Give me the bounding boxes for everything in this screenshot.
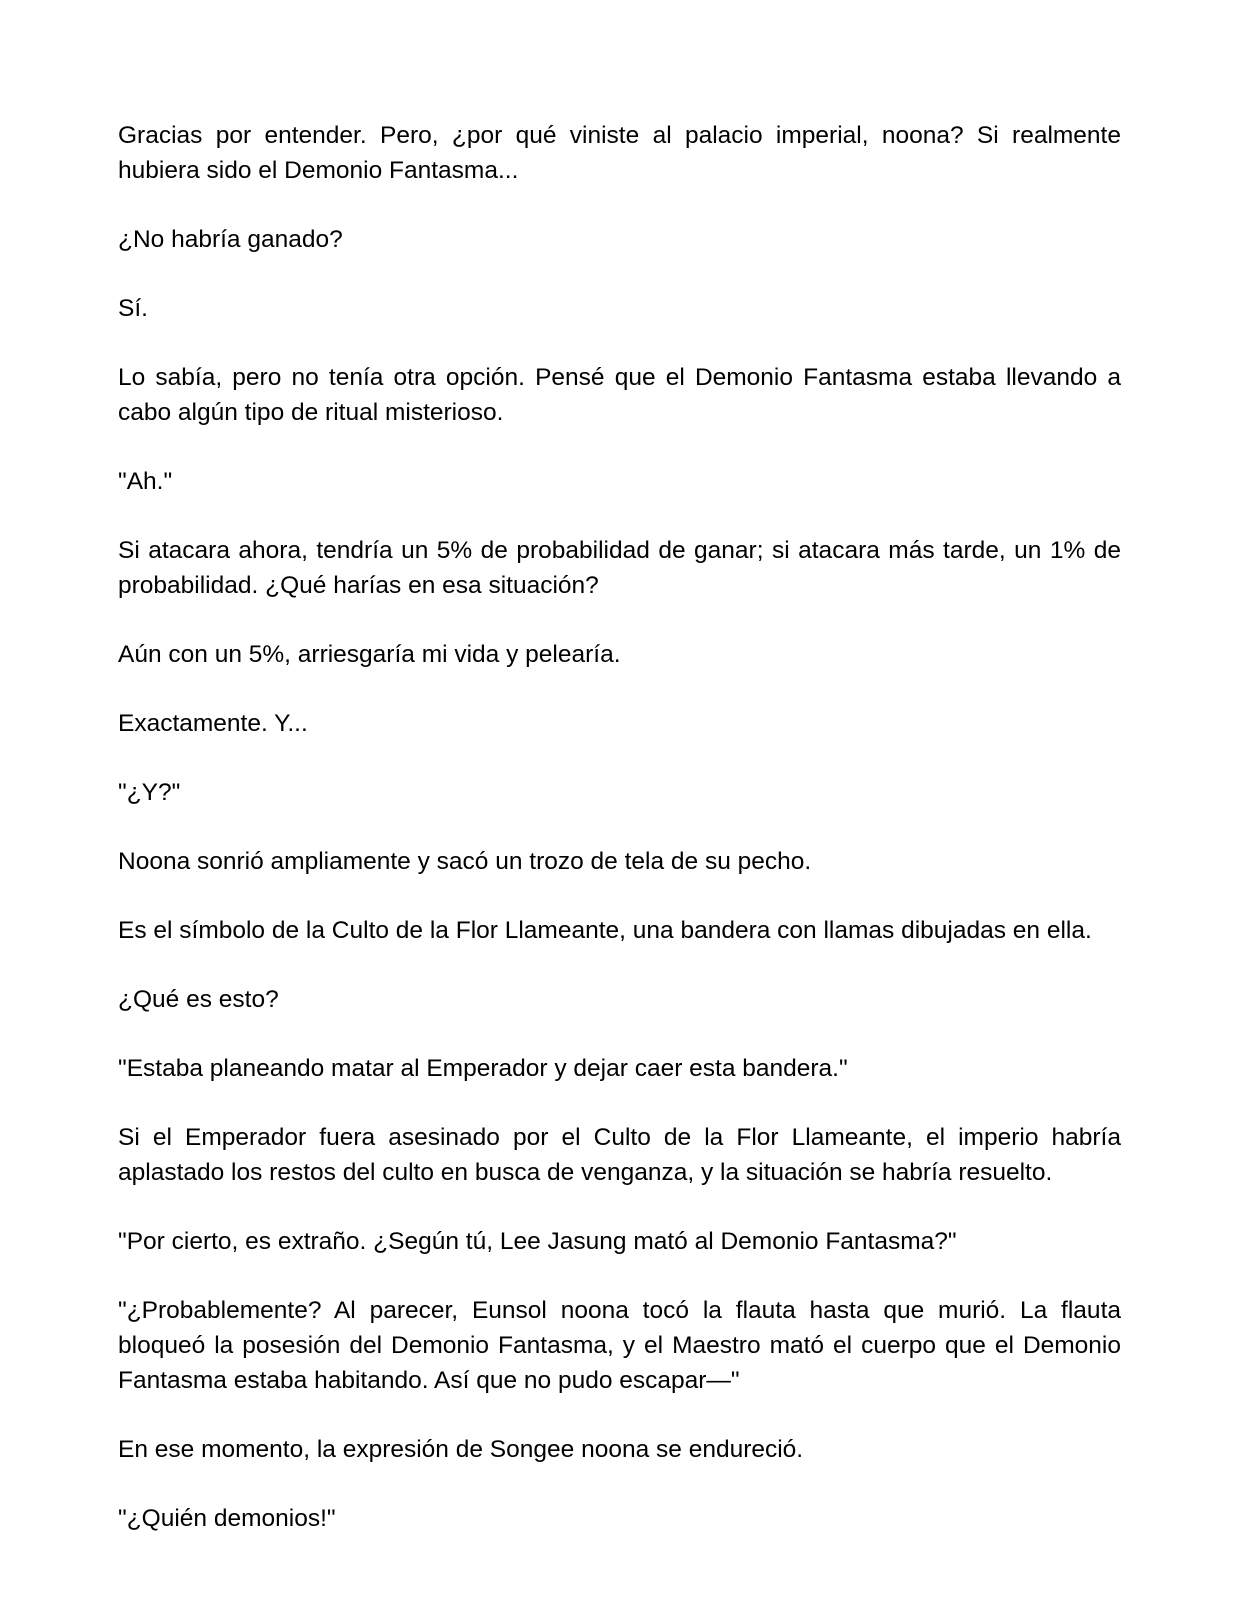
paragraph: "¿Probablemente? Al parecer, Eunsol noona tocó la flauta hasta que murió. La flauta bloqueó la posesión del Demonio Fantasma, y el Maestro mató el cuerpo que el Demonio Fantasma estaba habitando. Así que no pudo escapar—" xyxy=(118,1297,1121,1394)
paragraph: Exactamente. Y... xyxy=(118,710,308,737)
paragraph: Aún con un 5%, arriesgaría mi vida y pelearía. xyxy=(118,641,621,668)
paragraph: Si el Emperador fuera asesinado por el Culto de la Flor Llameante, el imperio habría aplastado los restos del culto en busca de venganza, y la situación se habría resuelto. xyxy=(118,1124,1121,1186)
paragraph: Si atacara ahora, tendría un 5% de probabilidad de ganar; si atacara más tarde, un 1% de probabilidad. ¿Qué harías en esa situación? xyxy=(118,537,1121,599)
paragraph: ¿Qué es esto? xyxy=(118,986,279,1013)
paragraph: Sí. xyxy=(118,295,148,322)
paragraph: ¿No habría ganado? xyxy=(118,226,343,253)
paragraph: En ese momento, la expresión de Songee noona se endureció. xyxy=(118,1436,804,1463)
paragraph: "Estaba planeando matar al Emperador y dejar caer esta bandera." xyxy=(118,1055,848,1082)
paragraph: "Ah." xyxy=(118,468,173,495)
document-page xyxy=(118,118,1121,1536)
paragraph: Gracias por entender. Pero, ¿por qué viniste al palacio imperial, noona? Si realmente hubiera sido el Demonio Fantasma... xyxy=(118,122,1121,184)
paragraph: Noona sonrió ampliamente y sacó un trozo de tela de su pecho. xyxy=(118,848,812,875)
paragraph: "¿Y?" xyxy=(118,779,181,806)
paragraph: Lo sabía, pero no tenía otra opción. Pensé que el Demonio Fantasma estaba llevando a cabo algún tipo de ritual misterioso. xyxy=(118,364,1121,426)
paragraph: "Por cierto, es extraño. ¿Según tú, Lee Jasung mató al Demonio Fantasma?" xyxy=(118,1228,957,1255)
paragraph: "¿Quién demonios!" xyxy=(118,1505,336,1532)
paragraph: Es el símbolo de la Culto de la Flor Llameante, una bandera con llamas dibujadas en ella. xyxy=(118,917,1092,944)
